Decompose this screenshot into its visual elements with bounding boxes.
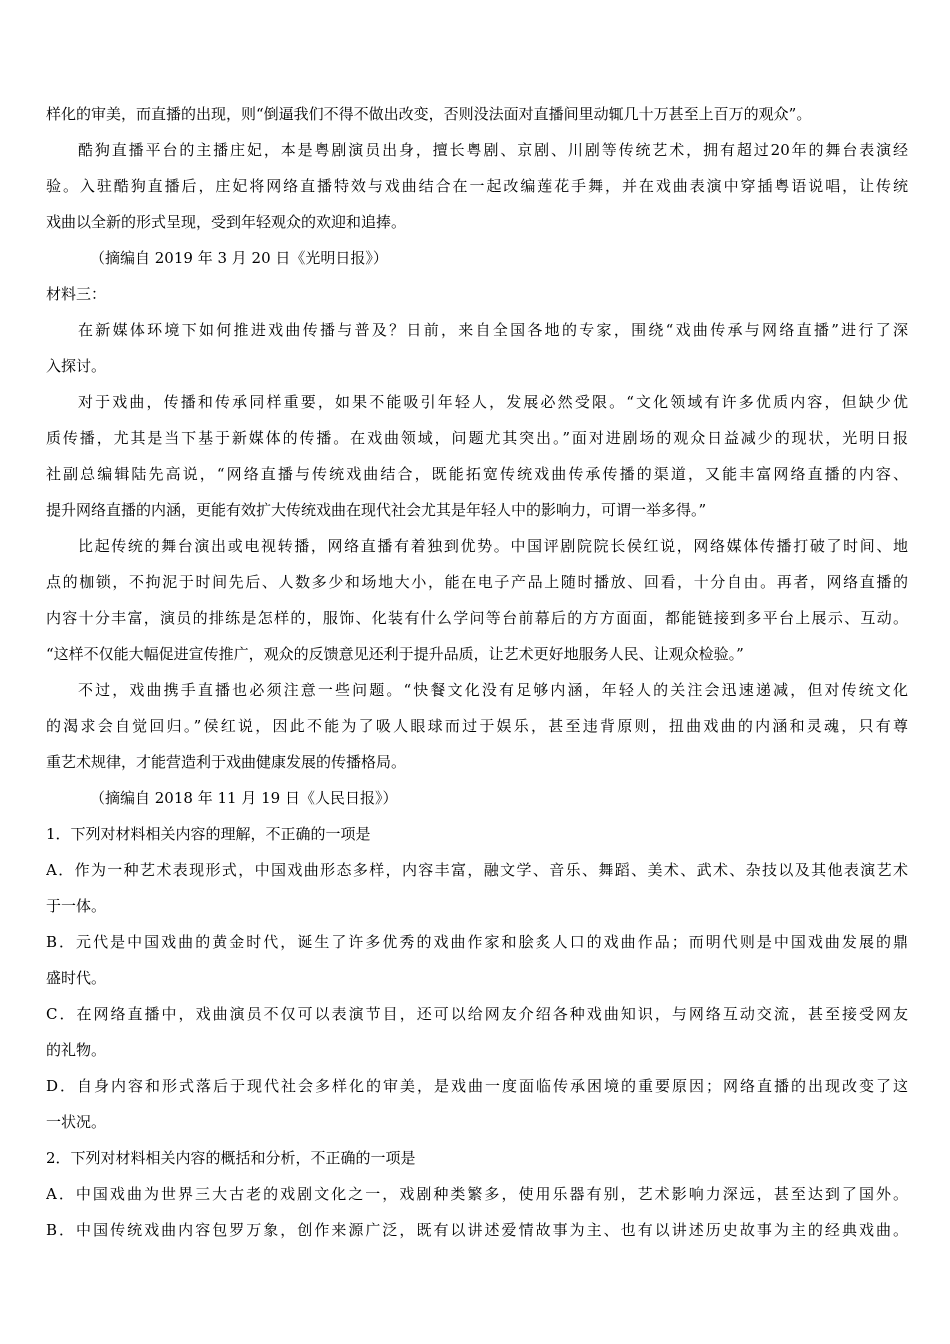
text-line: 社副总编辑陆先高说，“网络直播与传统戏曲结合，既能拓宽传统戏曲传承传播的渠道，又能丰富网络直播的内容、 bbox=[46, 465, 908, 483]
option-b: 盛时代。 bbox=[46, 969, 107, 987]
text-line: 入探讨。 bbox=[46, 357, 107, 375]
source-citation: （摘编自 2018 年 11 月 19 日《人民日报》） bbox=[90, 789, 398, 807]
option-a: A．作为一种艺术表现形式，中国戏曲形态多样，内容丰富，融文学、音乐、舞蹈、美术、武术、杂技以及其他表演艺术 bbox=[46, 861, 908, 879]
text-line: 对于戏曲，传播和传承同样重要，如果不能吸引年轻人，发展必然受限。“文化领域有许多优质内容，但缺少优 bbox=[78, 393, 908, 411]
option-b: B．元代是中国戏曲的黄金时代，诞生了许多优秀的戏曲作家和脍炙人口的戏曲作品；而明代则是中国戏曲发展的鼎 bbox=[46, 933, 908, 951]
text-line: “这样不仅能大幅促进宣传推广，观众的反馈意见还利于提升品质，让艺术更好地服务人民、让观众检验。” bbox=[46, 645, 744, 663]
text-line: 质传播，尤其是当下基于新媒体的传播。在戏曲领域，问题尤其突出。”面对进剧场的观众日益减少的现状，光明日报 bbox=[46, 429, 908, 447]
text-line: 内容十分丰富，演员的排练是怎样的，服饰、化装有什么学问等台前幕后的方方面面，都能链接到多平台上展示、互动。 bbox=[46, 609, 908, 627]
option-b: B．中国传统戏曲内容包罗万象，创作来源广泛，既有以讲述爱情故事为主、也有以讲述历史故事为主的经典戏曲。 bbox=[46, 1221, 908, 1239]
text-line: 比起传统的舞台演出或电视转播，网络直播有着独到优势。中国评剧院院长侯红说，网络媒体传播打破了时间、地 bbox=[78, 537, 908, 555]
text-line: 验。入驻酷狗直播后，庄妃将网络直播特效与戏曲结合在一起改编莲花手舞，并在戏曲表演中穿插粤语说唱，让传统 bbox=[46, 177, 908, 195]
option-a: A．中国戏曲为世界三大古老的戏剧文化之一，戏剧种类繁多，使用乐器有别，艺术影响力深远，甚至达到了国外。 bbox=[46, 1185, 908, 1203]
question-stem: 2．下列对材料相关内容的概括和分析，不正确的一项是 bbox=[46, 1149, 416, 1167]
text-line: 戏曲以全新的形式呈现，受到年轻观众的欢迎和追捧。 bbox=[46, 213, 407, 231]
text-line: 重艺术规律，才能营造利于戏曲健康发展的传播格局。 bbox=[46, 753, 407, 771]
option-d: 一状况。 bbox=[46, 1113, 107, 1131]
option-a: 于一体。 bbox=[46, 897, 107, 915]
section-heading: 材料三： bbox=[46, 285, 107, 303]
text-line: 在新媒体环境下如何推进戏曲传播与普及？日前，来自全国各地的专家，围绕“戏曲传承与网络直播”进行了深 bbox=[78, 321, 908, 339]
option-c: 的礼物。 bbox=[46, 1041, 107, 1059]
source-citation: （摘编自 2019 年 3 月 20 日《光明日报》） bbox=[90, 249, 388, 267]
text-line: 酷狗直播平台的主播庄妃，本是粤剧演员出身，擅长粤剧、京剧、川剧等传统艺术，拥有超过20年的舞台表演经 bbox=[78, 141, 908, 159]
text-line: 点的枷锁，不拘泥于时间先后、人数多少和场地大小，能在电子产品上随时播放、回看，十分自由。再者，网络直播的 bbox=[46, 573, 908, 591]
text-line: 样化的审美，而直播的出现，则“倒逼我们不得不做出改变，否则没法面对直播间里动辄几十万甚至上百万的观众”。 bbox=[46, 105, 812, 123]
text-line: 不过，戏曲携手直播也必须注意一些问题。“快餐文化没有足够内涵，年轻人的关注会迅速递减，但对传统文化 bbox=[78, 681, 908, 699]
document-page bbox=[46, 96, 908, 1248]
text-line: 的渴求会自觉回归。”侯红说，因此不能为了吸人眼球而过于娱乐，甚至违背原则，扭曲戏曲的内涵和灵魂，只有尊 bbox=[46, 717, 908, 735]
text-line: 提升网络直播的内涵，更能有效扩大传统戏曲在现代社会尤其是年轻人中的影响力，可谓一举多得。” bbox=[46, 501, 707, 519]
option-d: D．自身内容和形式落后于现代社会多样化的审美，是戏曲一度面临传承困境的重要原因；网络直播的出现改变了这 bbox=[46, 1077, 908, 1095]
question-stem: 1．下列对材料相关内容的理解，不正确的一项是 bbox=[46, 825, 371, 843]
option-c: C．在网络直播中，戏曲演员不仅可以表演节目，还可以给网友介绍各种戏曲知识，与网络互动交流，甚至接受网友 bbox=[46, 1005, 908, 1023]
